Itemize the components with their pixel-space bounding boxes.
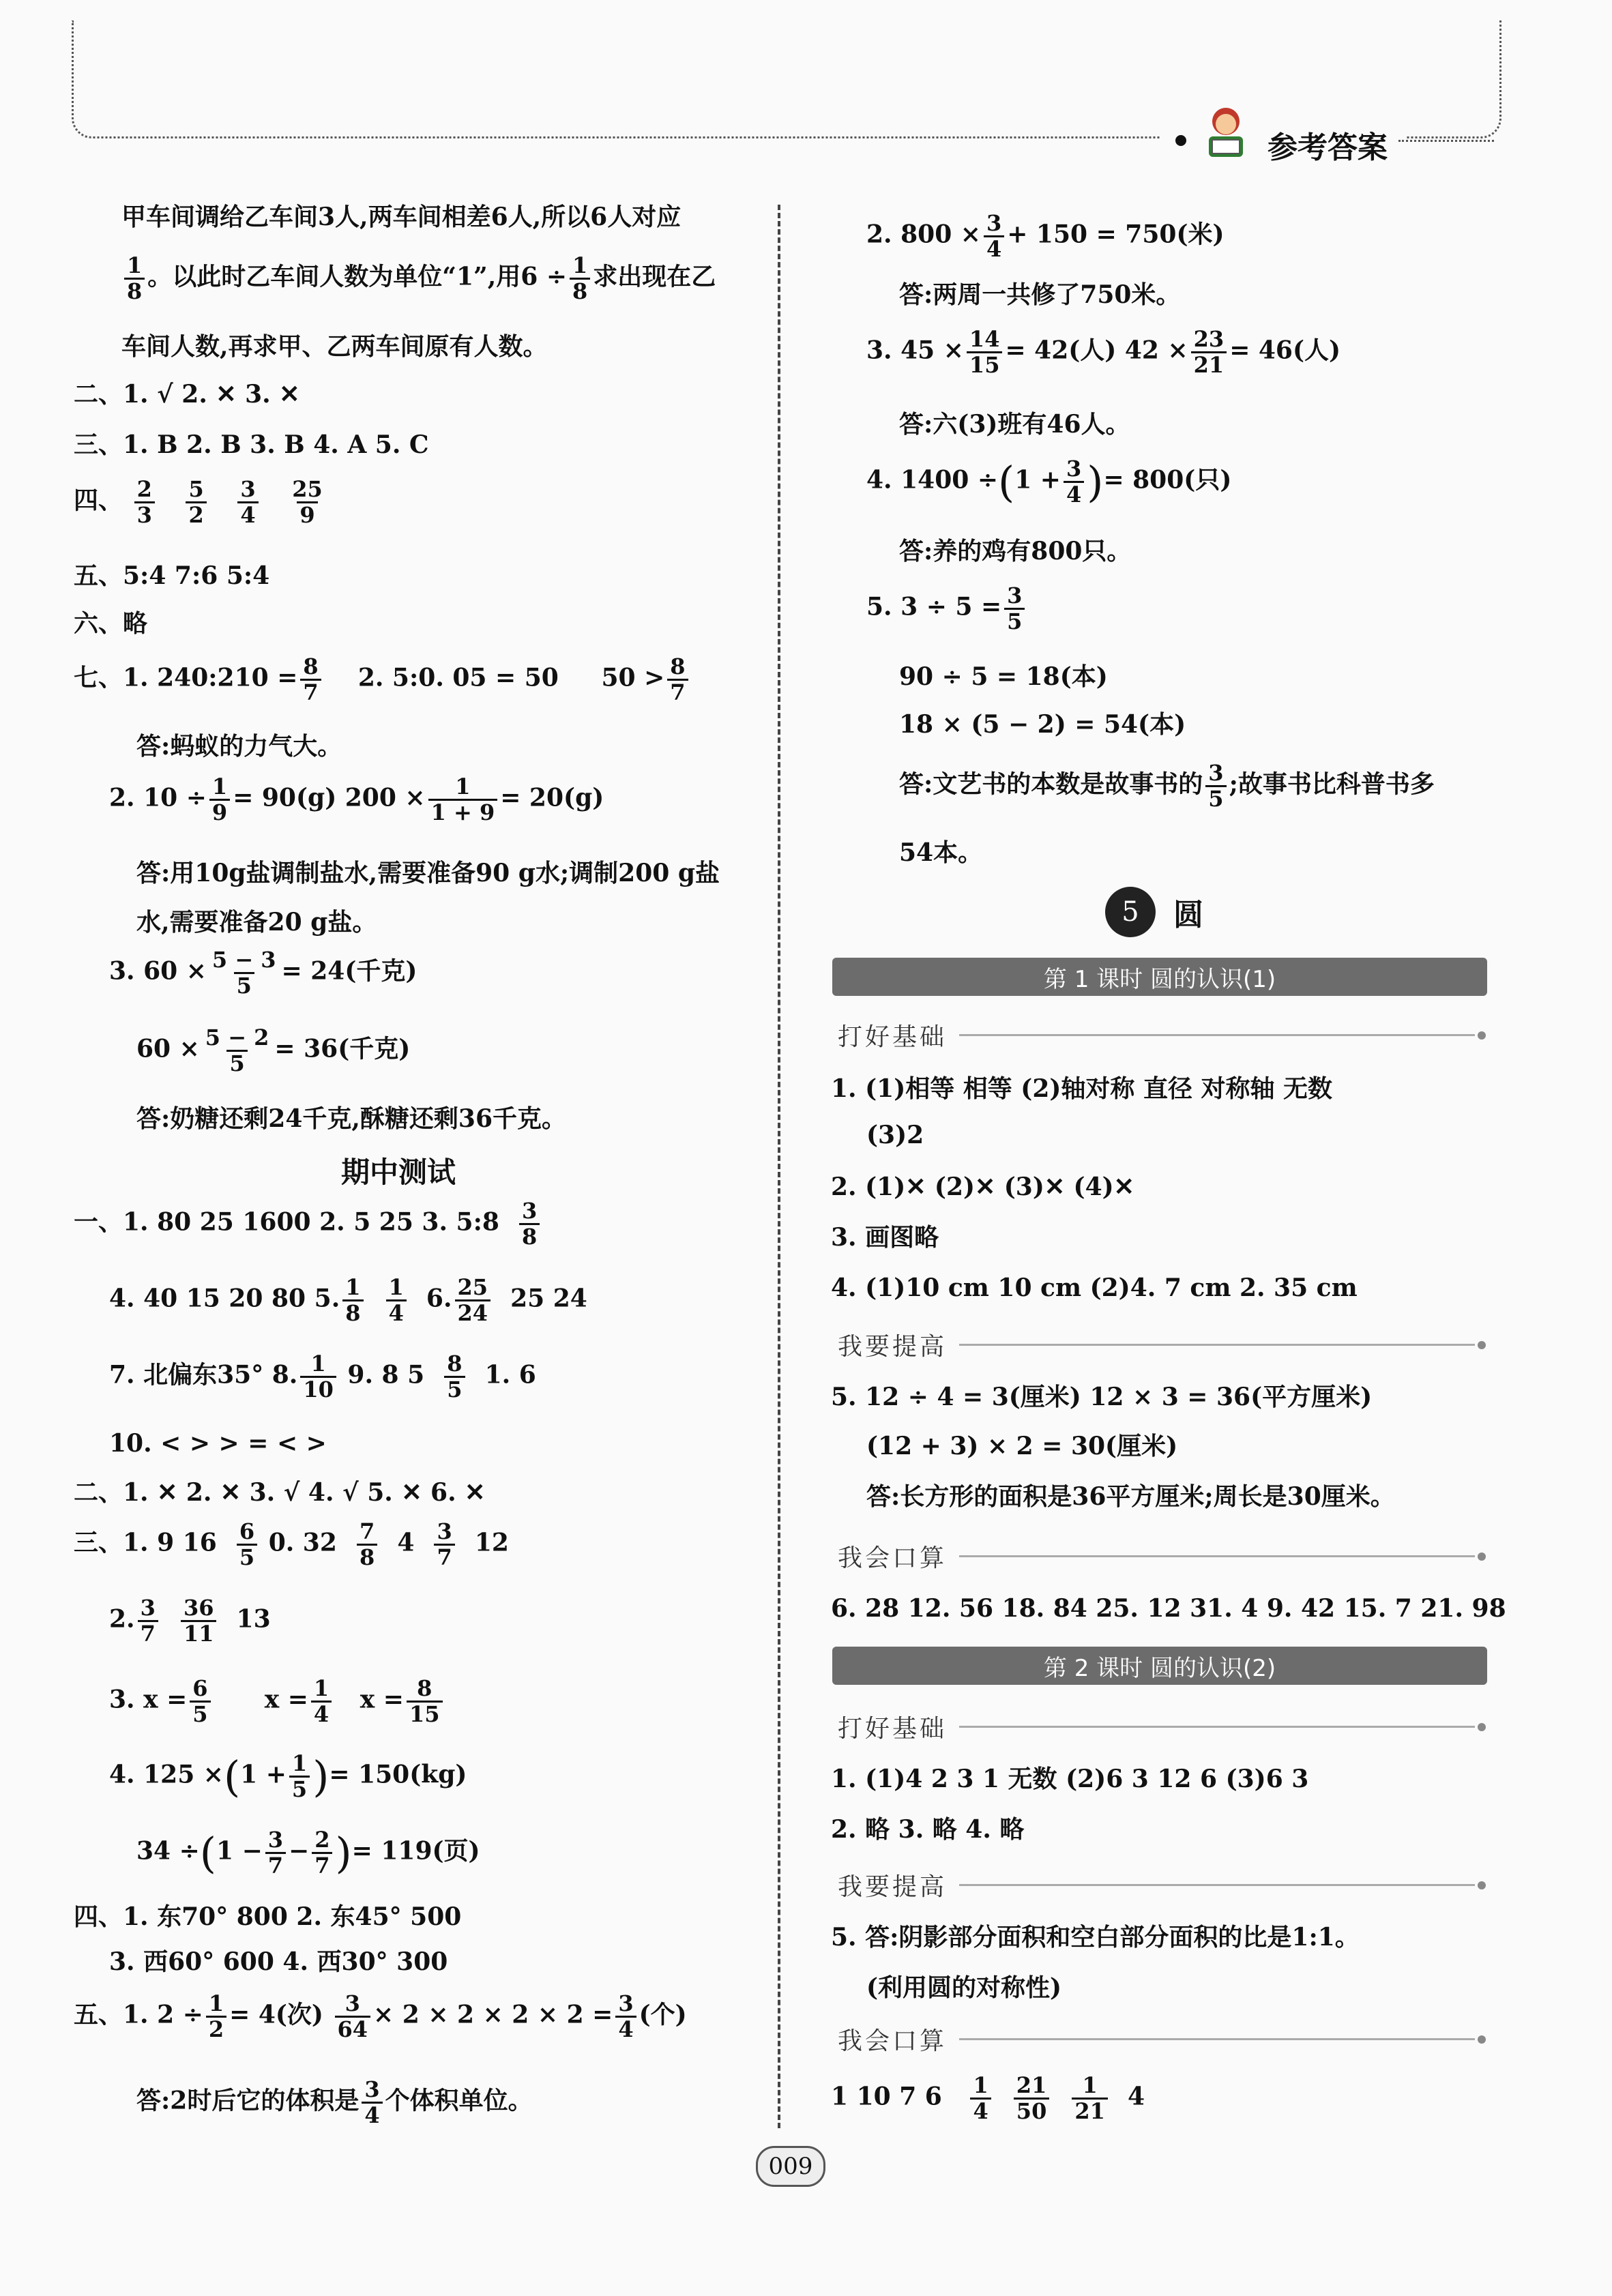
- lesson1-q5-answer: 答:长方形的面积是36平方厘米;周长是30厘米。: [866, 1482, 1395, 1511]
- right-q4: 4. 1400 ÷(1 + $\frac{3}{4}$ )= 800(只): [866, 456, 1232, 508]
- right-q3-answer: 答:六(3)班有46人。: [899, 410, 1130, 439]
- right-q2: 2. 800 × $\frac{3}{4}$ + 150 = 750(米): [866, 210, 1225, 263]
- right-q2-answer: 答:两周一共修了750米。: [899, 280, 1181, 309]
- lesson1-q1b: (3)2: [866, 1121, 924, 1149]
- midterm-1-10: 10. < > > = < >: [109, 1429, 327, 1458]
- midterm-3-5: 34 ÷(1 − $\frac{3}{7}$ − $\frac{2}{7}$ )= 119(页): [136, 1827, 480, 1879]
- right-q5-line3: 18 × (5 − 2) = 54(本): [899, 710, 1186, 739]
- section-6-answers: 六、略: [74, 609, 148, 638]
- section-basic-2: 打好基础: [838, 1709, 1486, 1744]
- section-7-q1: 七、1. 240:210 = $\frac{8}{7}$ 2. 5:0. 05 = 50 50 > $\frac{8}{7}$: [74, 655, 691, 705]
- section-oral-1: 我会口算: [838, 1539, 1486, 1574]
- section-2-answers: 二、1. √ 2. ✕ 3. ✕: [74, 380, 300, 409]
- intro-line-1: 甲车间调给乙车间3人,两车间相差6人,所以6人对应: [121, 203, 682, 231]
- section-3-answers: 三、1. B 2. B 3. B 4. A 5. C: [74, 430, 429, 459]
- column-divider: [778, 205, 780, 2128]
- midterm-1-1: 一、1. 80 25 1600 2. 5 25 3. 5:8 $\frac{3}{8}$: [74, 1199, 542, 1249]
- midterm-3-2: 2. $\frac{3}{7}$ $\frac{36}{11}$ 13: [109, 1595, 271, 1647]
- right-q5-answer-2: 54本。: [899, 838, 983, 867]
- fraction: $\frac{1}{8}$: [124, 254, 145, 304]
- page-number: 009: [756, 2146, 825, 2187]
- section-oral-2: 我会口算: [838, 2022, 1486, 2057]
- midterm-title: 期中测试: [341, 1156, 456, 1189]
- midterm-4-3: 3. 西60° 600 4. 西30° 300: [109, 1947, 448, 1976]
- lesson2-q5-note: (利用圆的对称性): [866, 1973, 1062, 2002]
- lesson1-q2: 2. (1)✕ (2)✕ (3)✕ (4)✕: [831, 1173, 1134, 1201]
- fraction: $\frac{1}{8}$: [570, 254, 590, 304]
- right-q4-answer: 答:养的鸡有800只。: [899, 537, 1132, 565]
- lesson1-q4: 4. (1)10 cm 10 cm (2)4. 7 cm 2. 35 cm: [831, 1274, 1358, 1302]
- right-q5-answer: 答:文艺书的本数是故事书的 $\frac{3}{5}$ ;故事书比科普书多: [899, 760, 1435, 812]
- midterm-2: 二、1. ✕ 2. ✕ 3. √ 4. √ 5. ✕ 6. ✕: [74, 1478, 486, 1507]
- header-title: 参考答案: [1267, 130, 1388, 165]
- right-q3: 3. 45 × $\frac{14}{15}$ = 42(人) 42 × $\frac{23}{21}$ = 46(人): [866, 326, 1341, 379]
- midterm-3-1: 三、1. 9 16 $\frac{6}{5}$ 0. 32 $\frac{7}{8}$ 4 $\frac{3}{7}$ 12: [74, 1518, 509, 1571]
- midterm-5-answer: 答:2时后它的体积是 $\frac{3}{4}$ 个体积单位。: [136, 2076, 533, 2129]
- midterm-3-4: 4. 125 ×(1 + $\frac{1}{5}$ )= 150(kg): [109, 1750, 467, 1803]
- intro-line-3: 车间人数,再求甲、乙两车间原有人数。: [121, 332, 548, 361]
- section-7-answer-2a: 答:用10g盐调制盐水,需要准备90 g水;调制200 g盐: [136, 859, 720, 887]
- header-dot: [1175, 135, 1186, 146]
- lesson2-oral: 1 10 7 6 $\frac{1}{4}$ $\frac{21}{50}$ $\frac{1}{21}$ 4: [831, 2072, 1145, 2125]
- chapter-heading: [1105, 887, 1203, 937]
- section-7-answer-1: 答:蚂蚁的力气大。: [136, 732, 342, 761]
- midterm-4-1: 四、1. 东70° 800 2. 东45° 500: [74, 1902, 462, 1931]
- section-improve-1: 我要提高: [838, 1327, 1486, 1362]
- section-5-answers: 五、5:4 7:6 5:4: [74, 561, 270, 590]
- right-q5-line2: 90 ÷ 5 = 18(本): [899, 662, 1108, 691]
- lesson1-oral: 6. 28 12. 56 18. 84 25. 12 31. 4 9. 42 15. 7 21. 98: [831, 1594, 1506, 1623]
- lesson1-q1: 1. (1)相等 相等 (2)轴对称 直径 对称轴 无数: [831, 1074, 1333, 1103]
- lesson-1-bar: 第 1 课时 圆的认识(1): [832, 958, 1487, 996]
- intro-line-2: $\frac{1}{8}$ 。以此时乙车间人数为单位“1”,用6 ÷ $\frac{1}{8}$ 求出现在乙: [121, 254, 716, 304]
- lesson-2-bar: 第 2 课时 圆的认识(2): [832, 1647, 1487, 1685]
- chapter-number: 5: [1105, 887, 1156, 937]
- lesson1-q5a: 5. 12 ÷ 4 = 3(厘米) 12 × 3 = 36(平方厘米): [831, 1383, 1373, 1411]
- header-rule: [1398, 140, 1494, 142]
- lesson2-q2: 2. 略 3. 略 4. 略: [831, 1815, 1025, 1844]
- lesson2-q1: 1. (1)4 2 3 1 无数 (2)6 3 12 6 (3)6 3: [831, 1765, 1309, 1793]
- midterm-1-7: 7. 北偏东35° 8. $\frac{1}{10}$ 9. 8 5 $\frac{8}{5}$ 1. 6: [109, 1351, 536, 1403]
- midterm-3-3: 3. x = $\frac{6}{5}$ x = $\frac{1}{4}$ x = $\frac{8}{15}$: [109, 1677, 445, 1726]
- lesson2-q5: 5. 答:阴影部分面积和空白部分面积的比是1:1。: [831, 1923, 1360, 1952]
- lesson1-q5b: (12 + 3) × 2 = 30(厘米): [866, 1432, 1178, 1460]
- midterm-5-1: 五、1. 2 ÷ $\frac{1}{2}$ = 4(次) $\frac{3}{64}$ × 2 × 2 × 2 × 2 = $\frac{3}{4}$ (个): [74, 1990, 687, 2043]
- section-7-q3: 3. 60 × $\frac{5 - 3}{5}$ = 24(千克): [109, 947, 417, 999]
- section-7-q3b: 60 × $\frac{5 - 2}{5}$ = 36(千克): [136, 1025, 411, 1077]
- right-q5: 5. 3 ÷ 5 = $\frac{3}{5}$: [866, 584, 1027, 634]
- section-basic-1: 打好基础: [838, 1018, 1486, 1053]
- lesson1-q3: 3. 画图略: [831, 1223, 939, 1252]
- midterm-1-4: 4. 40 15 20 80 5. $\frac{1}{8}$ $\frac{1}{4}$ 6. $\frac{25}{24}$ 25 24: [109, 1274, 587, 1327]
- section-7-answer-2b: 水,需要准备20 g盐。: [136, 908, 377, 937]
- chapter-title: 圆: [1173, 898, 1203, 932]
- section-7-answer-3: 答:奶糖还剩24千克,酥糖还剩36千克。: [136, 1104, 567, 1133]
- section-improve-2: 我要提高: [838, 1868, 1486, 1902]
- reading-child-icon: [1195, 102, 1257, 164]
- section-4-answers: 四、 $\frac{2}{3}$ $\frac{5}{2}$ $\frac{3}{4}$ $\frac{25}{9}$: [74, 476, 323, 529]
- section-7-q2: 2. 10 ÷ $\frac{1}{9}$ = 90(g) 200 × $\frac{1}{1 + 9}$ = 20(g): [109, 774, 604, 826]
